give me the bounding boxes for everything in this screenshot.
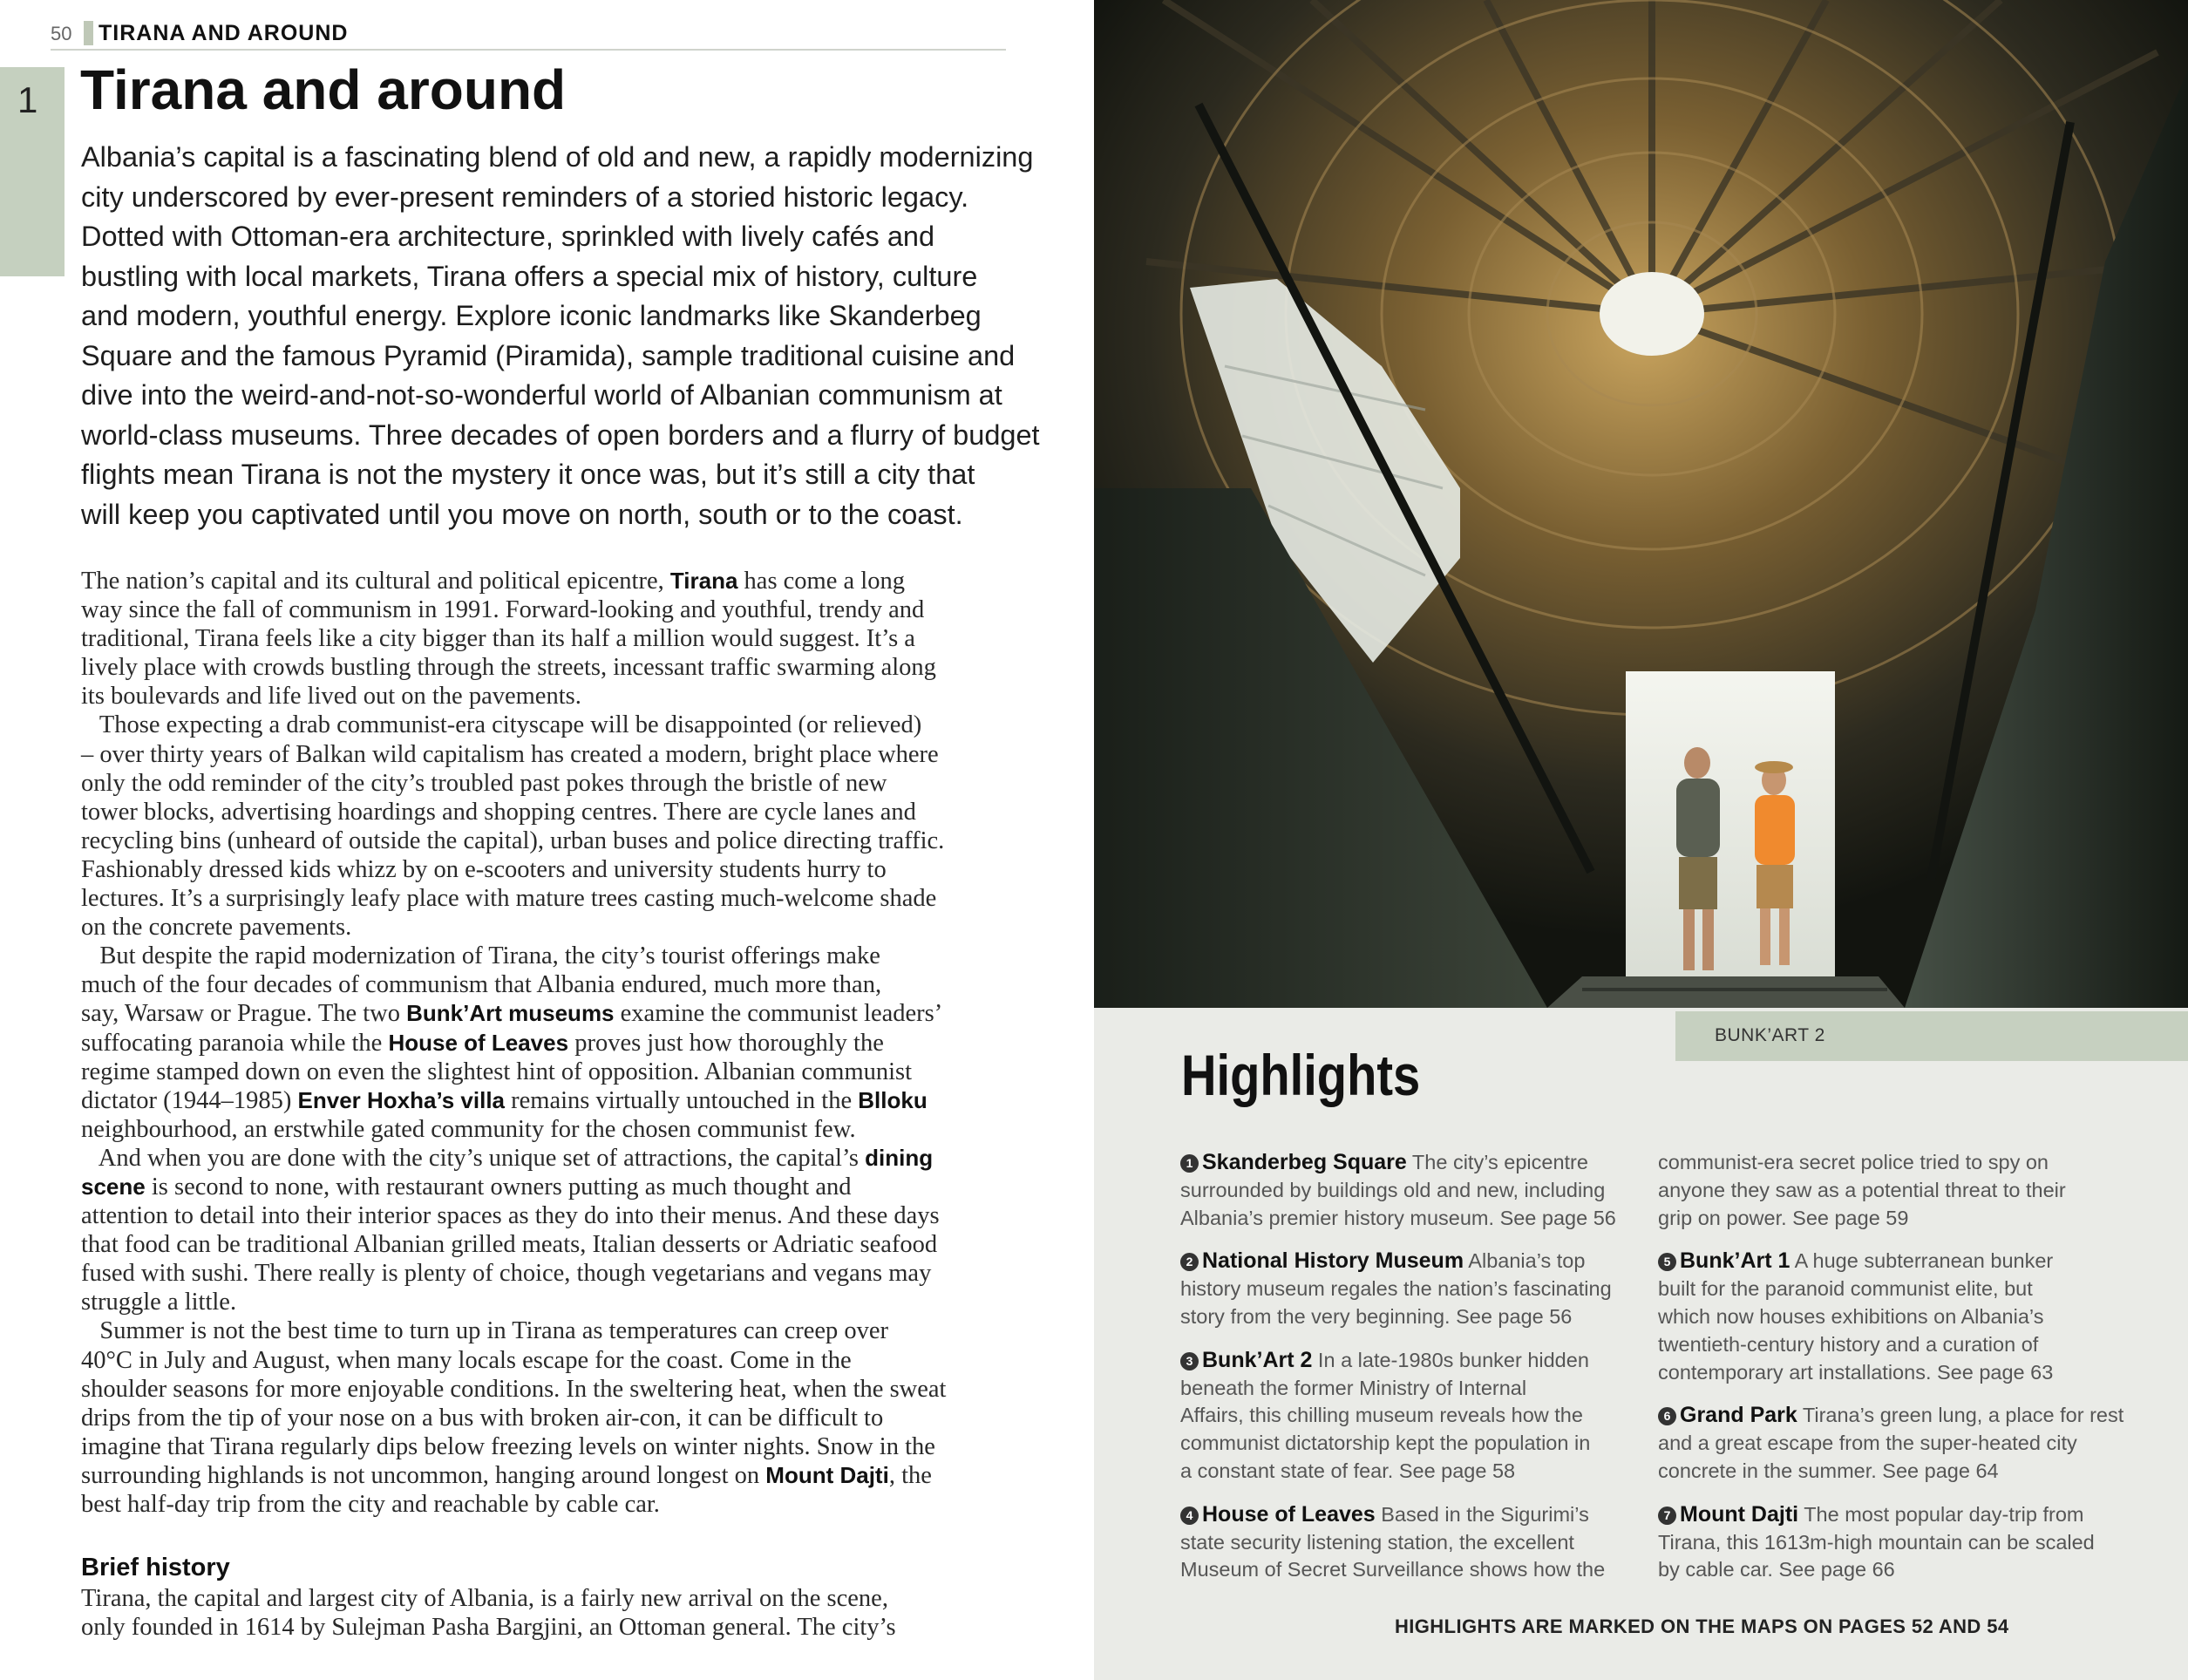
highlight-line [1180,1275,1668,1303]
body-text-run: best half-day trip from the city and reachable by cable car. [81,1491,660,1518]
highlighted-place: Bunk’Art museums [406,1000,615,1027]
highlight-line [1658,1458,2146,1486]
body-text-run: much of the four decades of communism that Albania endured, much more than, [81,971,882,999]
body-line [81,1115,1031,1144]
highlighted-place: Mount Dajti [765,1461,889,1488]
highlight-item [1180,1501,1668,1584]
highlight-text: grip on power. See page 59 [1658,1206,1909,1229]
body-text-run: its boulevards and life lived out on the pavements. [81,683,581,711]
highlight-text: beneath the former Ministry of Internal [1180,1376,1527,1399]
highlight-line [1658,1331,2146,1359]
body-text-run: remains virtually untouched in the [505,1086,859,1114]
highlight-line [1180,1303,1668,1331]
highlight-text: by cable car. See page 66 [1658,1558,1895,1581]
highlight-text: Museum of Secret Surveillance shows how the [1180,1558,1606,1581]
highlight-line [1180,1205,1668,1233]
body-line [81,1346,1031,1375]
highlights-title: Highlights [1181,1043,1421,1107]
body-line [81,682,1031,711]
body-text-run: traditional, Tirana feels like a city bigger than its half a million would suggest. It’s a [81,625,915,653]
highlight-name: National History Museum [1202,1248,1464,1274]
body-text-run: neighbourhood, an erstwhile gated community for the chosen communist few. [81,1115,856,1143]
highlight-number-badge: 2 [1180,1253,1199,1271]
highlight-text: communist dictatorship kept the population in [1180,1432,1591,1455]
highlight-number-badge: 7 [1658,1507,1676,1525]
intro-paragraph [81,138,1040,534]
highlight-line [1180,1375,1668,1403]
body-line [81,1058,1031,1086]
highlight-line [1658,1275,2146,1303]
body-text-run: lectures. It’s a surprisingly leafy place with mature trees casting much-welcome shade [81,885,937,913]
body-line [81,1144,1031,1173]
body-line [81,595,1031,624]
body-text-run: lively place with crowds bustling through the streets, incessant traffic swarming along [81,654,936,682]
highlighted-place: House of Leaves [388,1029,569,1056]
intro-line: world-class museums. Three decades of open borders and a flurry of budget [81,418,1040,451]
body-text-run: regime stamped down on even the slightest hint of opposition. Albanian communist [81,1058,913,1085]
intro-line: Dotted with Ottoman-era architecture, sprinkled with lively cafés and [81,221,935,252]
highlight-item [1180,1347,1668,1486]
highlighted-place: dining [865,1144,934,1171]
highlight-name: Bunk’Art 1 [1680,1248,1790,1274]
running-head [51,19,1006,51]
body-text-run: that food can be traditional Albanian grilled meats, Italian desserts or Adriatic seafood [81,1231,938,1259]
highlight-number-badge: 6 [1658,1407,1676,1425]
body-line [81,740,1031,769]
body-line [81,1288,1031,1316]
highlight-item [1180,1149,1668,1232]
body-line [81,1461,1031,1490]
body-text-run: Summer is not the best time to turn up in Tirana as temperatures can creep over [81,1317,889,1345]
bunkart-photo [1094,0,2188,1008]
highlight-line [1180,1248,1668,1275]
highlight-name: House of Leaves [1202,1501,1376,1527]
highlight-name: Mount Dajti [1680,1501,1799,1527]
highlights-footer: HIGHLIGHTS ARE MARKED ON THE MAPS ON PAGES 52 AND 54 [1395,1615,2009,1637]
body-text-run: shoulder seasons for more enjoyable conditions. In the sweltering heat, when the sweat [81,1375,947,1403]
chapter-title: Tirana and around [80,58,567,121]
body-line [81,1173,1031,1201]
highlight-text: built for the paranoid communist elite, but [1658,1277,2033,1301]
body-line [81,653,1031,682]
highlight-item [1658,1402,2146,1485]
body-line [81,1230,1031,1259]
body-text-run: on the concrete pavements. [81,914,352,942]
highlight-number-badge: 5 [1658,1253,1676,1271]
body-line [81,1086,1031,1115]
body-line [81,826,1031,855]
history-line: only founded in 1614 by Sulejman Pasha Bargjini, an Ottoman general. The city’s [81,1614,896,1641]
body-line [81,970,1031,999]
body-text-run: Those expecting a drab communist-era cityscape will be disappointed (or relieved) [81,711,922,739]
intro-line: flights mean Tirana is not the mystery it once was, but it’s still a city that [81,459,975,490]
highlight-line [1180,1529,1668,1557]
body-line [81,1029,1031,1058]
highlight-line [1658,1430,2146,1458]
highlight-text: Albania’s top [1464,1249,1586,1273]
highlight-line [1658,1248,2146,1275]
highlight-line [1658,1149,2146,1177]
highlight-text: history museum regales the nation’s fascinating [1180,1277,1612,1301]
running-head-marker [84,21,93,45]
highlight-line [1180,1347,1668,1375]
highlight-line [1658,1529,2146,1557]
highlight-line [1658,1205,2146,1233]
body-line [81,1432,1031,1461]
chapter-number: 1 [17,79,38,120]
body-line [81,1375,1031,1404]
body-line [81,567,1031,595]
highlight-number-badge: 1 [1180,1154,1199,1173]
highlight-line [1180,1556,1668,1584]
body-text-run: surrounding highlands is not uncommon, hanging around longest on [81,1461,766,1489]
highlight-text: twentieth-century history and a curation of [1658,1332,2039,1356]
highlight-text: Affairs, this chilling museum reveals how the [1180,1404,1583,1427]
highlight-text: a constant state of fear. See page 58 [1180,1459,1516,1482]
highlight-text: communist-era secret police tried to spy on [1658,1151,2049,1173]
body-text-run: 40°C in July and August, when many locals escape for the coast. Come in the [81,1346,852,1374]
highlight-line [1658,1303,2146,1331]
brief-history-text [81,1584,1031,1642]
body-text-run: only the odd reminder of the city’s troubled past pokes through the bristle of new [81,769,887,797]
body-text [81,567,1031,1519]
highlight-line [1658,1359,2146,1387]
intro-line: dive into the weird-and-not-so-wonderful world of Albanian communism at [81,379,1002,411]
highlighted-place: Enver Hoxha’s villa [297,1086,506,1113]
highlighted-place: scene [81,1173,146,1200]
highlights-column-1 [1180,1149,1668,1600]
body-line [81,1490,1031,1519]
body-line [81,624,1031,653]
highlight-text: surrounded by buildings old and new, including [1180,1178,1606,1201]
intro-line: Albania’s capital is a fascinating blend of old and new, a rapidly modernizing [81,141,1034,173]
body-text-run: tower blocks, advertising hoardings and shopping centres. There are cycle lanes and [81,798,916,826]
highlight-line [1180,1149,1668,1177]
body-text-run: But despite the rapid modernization of Tirana, the city’s tourist offerings make [81,942,880,970]
page-number: 50 [51,23,72,44]
body-line [81,913,1031,942]
body-text-run: proves just how thoroughly the [568,1029,884,1057]
highlight-text: concrete in the summer. See page 64 [1658,1459,1999,1482]
highlight-line [1180,1458,1668,1486]
highlighted-place: Blloku [858,1086,928,1113]
body-text-run: And when you are done with the city’s unique set of attractions, the capital’s [81,1144,866,1172]
highlight-line [1180,1177,1668,1205]
body-line [81,1259,1031,1288]
highlight-line [1658,1501,2146,1529]
body-text-run: recycling bins (unheard of outside the capital), urban buses and police directing traffic. [81,826,945,854]
history-line: Tirana, the capital and largest city of Albania, is a fairly new arrival on the scene, [81,1585,888,1612]
highlight-text: anyone they saw as a potential threat to their [1658,1178,2066,1201]
body-line [81,942,1031,970]
highlight-text: A huge subterranean bunker [1790,1249,2054,1273]
highlight-line [1658,1177,2146,1205]
highlight-text: Tirana’s green lung, a place for rest [1797,1404,2124,1427]
highlight-line [1180,1402,1668,1430]
intro-line: will keep you captivated until you move on north, south or to the coast. [81,498,963,530]
highlight-text: contemporary art installations. See page 63 [1658,1360,2054,1384]
intro-line: city underscored by ever-present reminders of a storied historic legacy. [81,180,969,213]
body-text-run: Fashionably dressed kids whizz by on e-scooters and university students hurry to [81,855,887,883]
highlight-text: Albania’s premier history museum. See page 56 [1180,1206,1616,1229]
highlight-text: Based in the Sigurimi’s [1375,1502,1589,1526]
highlighted-place: Tirana [669,568,738,594]
highlight-text: In a late-1980s bunker hidden [1312,1348,1589,1371]
highlight-line [1180,1430,1668,1458]
body-text-run: imagine that Tirana regularly dips below freezing levels on winter nights. Snow in the [81,1432,935,1460]
body-text-run: examine the communist leaders’ [614,1000,943,1028]
highlight-text: which now houses exhibitions on Albania’s [1658,1304,2044,1328]
highlight-text: story from the very beginning. See page 56 [1180,1304,1573,1328]
highlight-text: and a great escape from the super-heated city [1658,1432,2077,1455]
highlight-name: Skanderbeg Square [1202,1150,1407,1174]
highlight-line [1180,1501,1668,1529]
highlight-number-badge: 3 [1180,1352,1199,1371]
brief-history-heading: Brief history [81,1554,230,1581]
body-text-run: struggle a little. [81,1289,237,1316]
highlight-text: Tirana, this 1613m-high mountain can be scaled [1658,1530,2095,1554]
highlight-name: Bunk’Art 2 [1202,1347,1313,1372]
highlight-item [1180,1248,1668,1330]
body-line [81,999,1031,1028]
body-text-run: is second to none, with restaurant owners putting as much thought and [145,1173,852,1200]
intro-line: Square and the famous Pyramid (Piramida), sample traditional cuisine and [81,339,1016,371]
highlight-item [1658,1248,2146,1386]
body-text-run: drips from the tip of your nose on a bus with broken air-con, it can be difficult to [81,1404,884,1432]
body-text-run: dictator (1944–1985) [81,1086,298,1114]
body-text-run: say, Warsaw or Prague. The two [81,1000,407,1028]
body-text-run: attention to detail into their interior spaces as they do into their menus. And these days [81,1202,940,1230]
highlight-text: The most popular day-trip from [1798,1502,2084,1526]
body-text-run: The nation’s capital and its cultural and political epicentre, [81,568,670,595]
photo-caption: BUNK’ART 2 [1715,1025,1825,1045]
body-line [81,884,1031,913]
highlight-number-badge: 4 [1180,1507,1199,1525]
chapter-tab [0,67,65,276]
body-text-run: suffocating paranoia while the [81,1029,389,1057]
highlight-line [1658,1402,2146,1430]
body-line [81,1316,1031,1345]
body-line [81,855,1031,884]
body-text-run: , the [888,1461,932,1489]
running-head-title: TIRANA AND AROUND [99,21,349,45]
highlight-item [1658,1149,2146,1232]
body-text-run: has come a long [737,568,905,595]
highlights-column-2 [1658,1149,2146,1600]
body-text-run: fused with sushi. There really is plenty of choice, though vegetarians and vegans may [81,1260,932,1288]
body-line [81,1201,1031,1230]
body-line [81,711,1031,739]
highlight-line [1658,1556,2146,1584]
intro-line: and modern, youthful energy. Explore iconic landmarks like Skanderbeg [81,300,982,331]
highlight-item [1658,1501,2146,1584]
body-text-run: – over thirty years of Balkan wild capitalism has created a modern, bright place where [81,740,939,768]
highlight-name: Grand Park [1680,1403,1797,1428]
body-line [81,1404,1031,1432]
body-text-run: way since the fall of communism in 1991. Forward-looking and youthful, trendy and [81,596,925,624]
highlight-text: state security listening station, the excellent [1180,1530,1574,1554]
highlight-text: The city’s epicentre [1406,1151,1588,1173]
intro-line: bustling with local markets, Tirana offers a special mix of history, culture [81,260,978,292]
body-line [81,798,1031,826]
body-line [81,769,1031,798]
